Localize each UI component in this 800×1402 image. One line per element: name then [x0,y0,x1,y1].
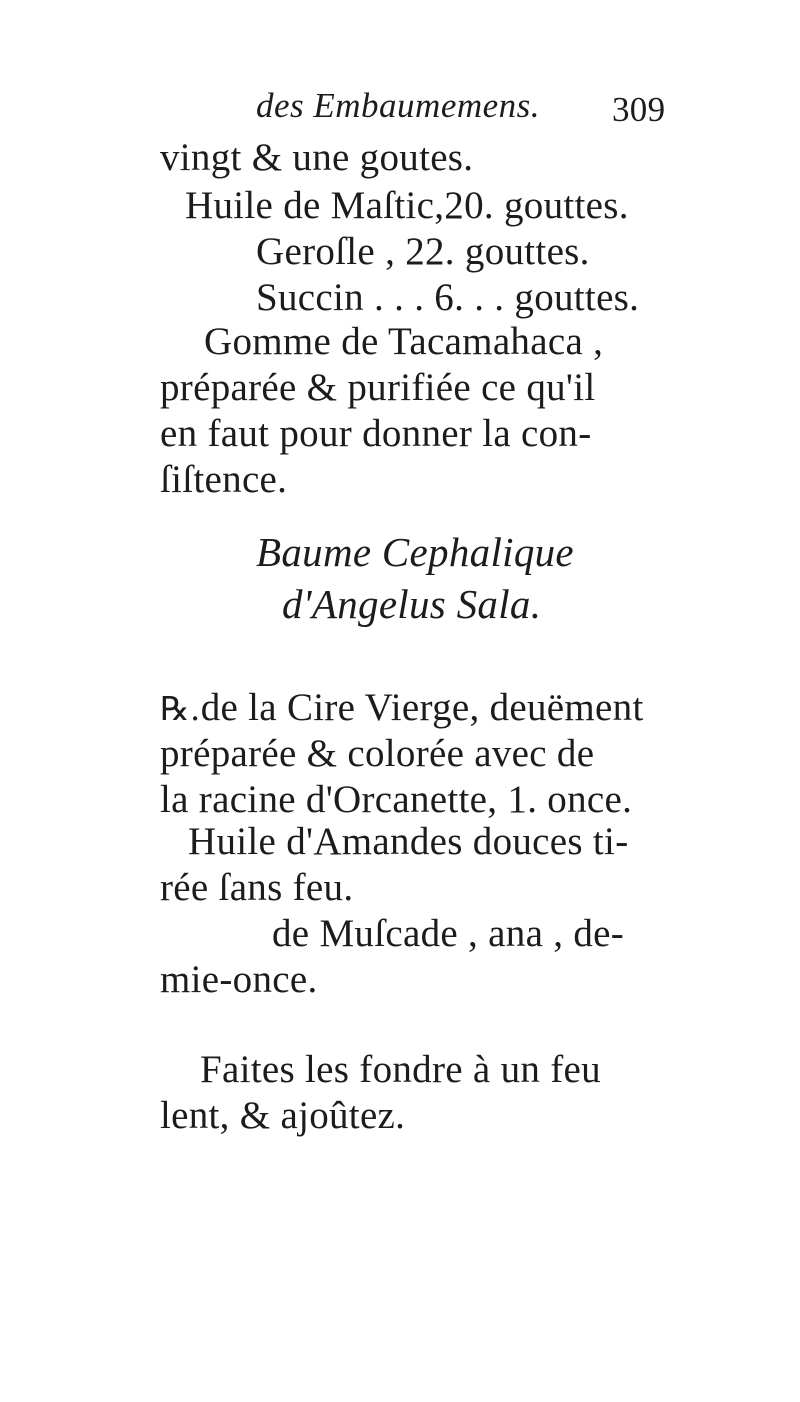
page-number: 309 [612,90,666,129]
text-line: Huile d'Amandes douces ti- [188,820,629,863]
prescription-symbol: ℞. [160,689,201,728]
text-line-content: de la Cire Vierge, deuëment [200,686,644,729]
text-line: en faut pour donner la con- [160,412,592,455]
section-title-subline: d'Angelus Sala. [282,581,542,627]
text-line: Huile de Maſtic,20. gouttes. [185,184,629,227]
text-line: lent, & ajoûtez. [160,1094,406,1137]
text-line: Faites les fondre à un feu [200,1048,601,1091]
text-line: Gomme de Tacamahaca , [204,320,604,363]
text-line: mie-once. [160,958,318,1001]
text-line: ſiſtence. [160,458,288,501]
text-line: la racine d'Orcanette, 1. once. [160,778,633,821]
text-line: de Muſcade , ana , de- [272,912,625,955]
running-head: des Embaumemens. [256,86,541,125]
text-line: préparée & purifiée ce qu'il [160,366,596,409]
text-line: rée ſans feu. [160,866,354,909]
text-line: Geroſle , 22. gouttes. [256,230,590,273]
section-title: Baume Cephalique [256,529,574,575]
text-line: Succin . . . 6. . . gouttes. [256,276,640,319]
text-line: préparée & colorée avec de [160,732,595,775]
text-line: vingt & une goutes. [160,136,474,179]
text-line [160,688,644,727]
